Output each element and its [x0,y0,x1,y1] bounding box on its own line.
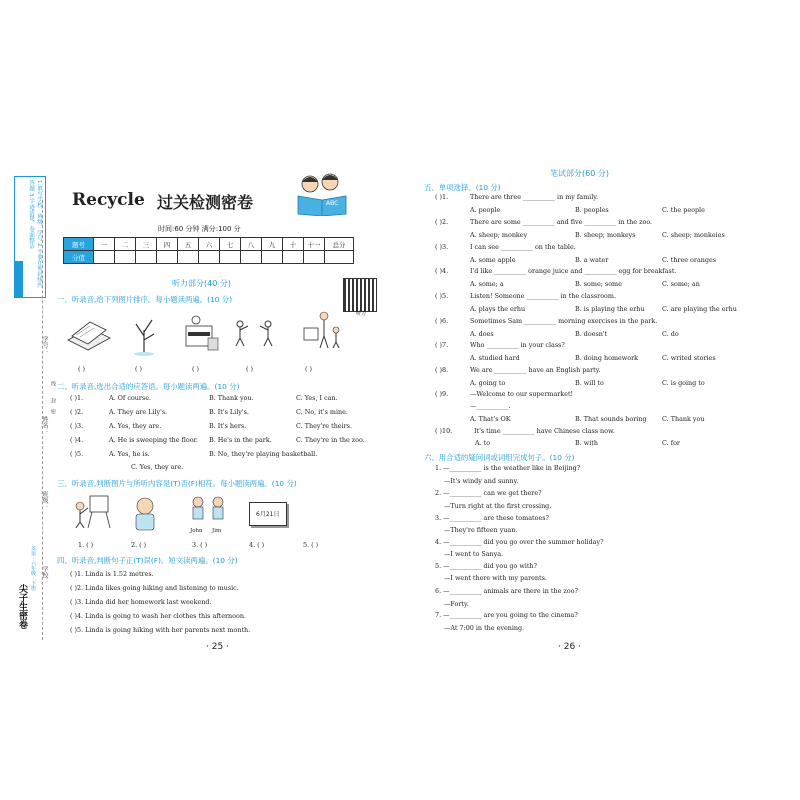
time-info: 时间:60 分钟 满分:100 分 [158,225,241,233]
series-sub: 英语 · 六年级 · 下册 [30,546,36,591]
seal-mark-line: 线 [50,381,56,386]
listening-title: 听力部分(40 分) [172,279,231,288]
score-cell[interactable] [199,251,220,264]
s1-title: 一、听录音,给下列图片排序。每小题读两遍。(10 分) [57,295,233,304]
series-name: 尖子生密卷 [17,584,27,629]
s5-option-b: B. peoples [575,206,609,214]
s5-item-num[interactable]: ( )7. [435,341,449,349]
s3-title: 三、听录音,判断图片与所听内容是(T)否(F)相符。每小题读两遍。(10 分) [57,479,297,488]
s3-answer-4[interactable]: 4. ( ) [249,541,265,549]
s5-option-b: B. That sounds boring [575,415,647,423]
score-table [63,237,354,264]
s2-item-num[interactable]: ( )1. [70,394,84,402]
s2-item-num[interactable]: ( )2. [70,408,84,416]
s5-option-a: A. studied hard [470,354,520,362]
s5-option-c: C. the people [662,206,705,214]
s6-answer: —I went there with my parents. [444,574,547,582]
s5-item-num[interactable]: ( )6. [435,317,449,325]
s1-bracket-4[interactable]: ( ) [246,365,254,373]
banner-text: 1.填写学校、班级、学号 2.不要在密封线内答题 3.字迹清楚，卷面整洁 [28,180,42,288]
s3-answer-5[interactable]: 5. ( ) [303,541,319,549]
s5-option-c: C. some; an [662,280,700,288]
s5-item-stem: I'd like __________ orange juice and __________ egg for breakfast. [470,267,677,275]
score-cell[interactable] [115,251,136,264]
s5-option-c: C. sheep; monkeies [662,231,725,239]
s5-option-b: B. a water [575,256,609,264]
s5-item-num[interactable]: ( )2. [435,218,449,226]
s2-item-option-b: B. No, they're playing basketball. [209,450,318,458]
s3-answer-1[interactable]: 1. ( ) [78,541,94,549]
score-col: 二 [115,238,136,251]
score-col: 四 [157,238,178,251]
score-cell[interactable] [94,251,115,264]
score-col: 九 [262,238,283,251]
tree-picture [130,312,158,360]
s5-item-stem: —Welcome to our supermarket! [470,390,574,398]
s6-question[interactable]: 1. —__________ is the weather like in Beijing? [435,464,581,472]
s5-item-stem: We are __________ have an English party. [470,366,601,374]
s5-option-a: A. to [475,439,491,447]
s2-item-option-a: A. He is sweeping the floor. [109,436,198,444]
shopping-picture [302,310,344,354]
s2-item-option-b: B. It's Lily's. [209,408,249,416]
s2-item-option-a: A. Yes, they are. [109,422,162,430]
s2-item-option-b: B. Thank you. [209,394,254,402]
title-en: Recycle [72,190,145,210]
s2-item-num[interactable]: ( )5. [70,450,84,458]
s5-option-a: A. some apple [470,256,516,264]
s5-item-stem: Who __________ in your class? [470,341,565,349]
date-card-text: 6月21日 [256,511,280,518]
s5-option-a: A. plays the erhu [470,305,526,313]
s5-item-num[interactable]: ( )9. [435,390,449,398]
written-title: 笔试部分(60 分) [550,169,609,178]
s5-option-b: B. sheep; monkeys [575,231,636,239]
s5-item-stem: I can see __________ on the table. [470,243,576,251]
jim-label: Jim [212,528,222,534]
s1-bracket-3[interactable]: ( ) [192,365,200,373]
s5-item-num[interactable]: ( )1. [435,193,449,201]
banner-tab [15,261,23,297]
s2-item-option-c: C. No, it's mine. [296,408,348,416]
qr-label: 听力 [356,311,367,317]
seal-mark-secret: 密 [50,409,56,414]
score-col: 一 [94,238,115,251]
s4-item[interactable]: ( )4. Linda is going to wash her clothes this afternoon. [70,612,247,620]
s5-option-a: A. does [470,330,494,338]
score-col: 八 [241,238,262,251]
s2-item-option-b: B. He's in the park. [209,436,272,444]
score-cell[interactable] [241,251,262,264]
score-cell[interactable] [220,251,241,264]
s2-title: 二、听录音,选出合适的应答语。每小题读两遍。(10 分) [57,382,240,391]
s4-item[interactable]: ( )1. Linda is 1.52 metres. [70,570,154,578]
s2-item-option-b: B. It's hers. [209,422,247,430]
s6-answer: —They're fifteen yuan. [444,526,518,534]
s6-question[interactable]: 3. —__________ are these tomatoes? [435,514,549,522]
score-cell[interactable] [325,251,354,264]
s6-question[interactable]: 4. —__________ did you go over the summer holiday? [435,538,604,546]
score-col: 五 [178,238,199,251]
s5-option-b: B. will to [575,379,604,387]
painting-picture [72,494,112,534]
kids-reading-illustration [290,170,354,216]
s2-item-num[interactable]: ( )4. [70,436,84,444]
score-col: 三 [136,238,157,251]
s5-option-c: C. Thank you [662,415,705,423]
s5-item-num[interactable]: ( )3. [435,243,449,251]
s5-title: 五、单项选择。(10 分) [424,183,501,192]
s2-item-option-c: C. Yes, I can. [296,394,338,402]
john-label: John [190,528,203,534]
score-col: 七 [220,238,241,251]
s5-item-num[interactable]: ( )4. [435,267,449,275]
s5-item-stem: It's time __________ have Chinese class now. [474,427,615,435]
s5-option-b: B. doing homework [575,354,639,362]
name-label: 姓名： [41,416,48,434]
s5-item-stem: There are some __________ and five __________ in the zoo. [470,218,653,226]
s5-option-c: C. writed stories [662,354,716,362]
s6-question[interactable]: 7. —__________ are you going to the cinema? [435,611,578,619]
s5-item-num[interactable]: ( )5. [435,292,449,300]
score-col: 十 [283,238,304,251]
score-col: 六 [199,238,220,251]
qr-code[interactable] [343,278,377,312]
s5-option-a: A. some; a [470,280,504,288]
score-cell[interactable] [178,251,199,264]
s1-bracket-2[interactable]: ( ) [135,365,143,373]
s5-option-b: B. is playing the erhu [575,305,645,313]
seal-mark-seal: 封 [50,398,56,403]
s3-answer-3[interactable]: 3. ( ) [192,541,208,549]
s6-answer: —I went to Sanya. [444,550,504,558]
s5-item-num[interactable]: ( )8. [435,366,449,374]
s5-item-stem: Sometimes Sam __________ morning exercises in the park. [470,317,658,325]
s2-item-option-a: A. Yes, he is. [109,450,150,458]
s5-option-a: A. sheep; monkey [470,231,528,239]
s2-item-extra-option: C. Yes, they are. [131,463,184,471]
s6-answer: —It's windy and sunny. [444,477,519,485]
s5-option-b: B. doesn't [575,330,608,338]
s5-option-a: A. That's OK [470,415,511,423]
s5-option-c: C. are playing the erhu [662,305,737,313]
two-boys-picture [188,494,230,530]
s5-option-b: B. some; some [575,280,622,288]
piano-picture [184,314,220,356]
s5-option-c: C. is going to [662,379,705,387]
binding-gutter [14,176,56,650]
s2-item-option-c: C. They're theirs. [296,422,352,430]
s6-answer: —Turn right at the first crossing. [444,502,552,510]
s4-item[interactable]: ( )2. Linda likes going hiking and listening to music. [70,584,239,592]
page-number-right: · 26 · [558,642,581,652]
score-cell[interactable] [136,251,157,264]
books-picture [66,316,112,356]
score-cell[interactable] [157,251,178,264]
s2-item-option-a: A. They are Lily's. [109,408,168,416]
s2-item-option-c: C. They're in the zoo. [296,436,365,444]
s1-bracket-5[interactable]: ( ) [305,365,313,373]
s6-question[interactable]: 2. —__________ can we get there? [435,489,542,497]
s5-option-a: A. people [470,206,501,214]
s4-title: 四、听录音,判断句子正(T)误(F)。短文读两遍。(10 分) [57,556,238,565]
badminton-picture [232,318,280,352]
s5-option-c: C. do [662,330,679,338]
s5-option-c: C. for [662,439,680,447]
score-col: 十一 [304,238,325,251]
s6-question[interactable]: 6. —__________ animals are there in the zoo? [435,587,578,595]
seal-line [42,200,43,640]
s5-item-stem: There are three __________ in my family. [470,193,599,201]
s4-item[interactable]: ( )5. Linda is going hiking with her parents next month. [70,626,251,634]
s4-item[interactable]: ( )3. Linda did her homework last weekend. [70,598,212,606]
title-cn: 过关检测密卷 [157,193,254,212]
score-table-header-label: 题号 [64,238,94,251]
s2-item-option-a: A. Of course. [109,394,152,402]
s5-option-a: A. going to [470,379,506,387]
boy-picture [132,496,158,536]
score-cell[interactable] [262,251,283,264]
s5-item-stem: Listen! Someone __________ in the classroom. [470,292,616,300]
s5-item-num[interactable]: ( )10. [435,427,453,435]
abc-label: ABC [326,200,339,207]
s6-answer: —Forty. [444,600,469,608]
score-table-score-label: 分值 [64,251,94,264]
score-cell[interactable] [304,251,325,264]
s1-bracket-1[interactable]: ( ) [78,365,86,373]
score-col: 总分 [325,238,354,251]
school-label: 学校： [41,566,48,584]
s6-title: 六、用合适的疑问词或词组完成句子。(10 分) [424,453,575,462]
s2-item-num[interactable]: ( )3. [70,422,84,430]
number-label: 学号： [41,336,48,354]
s6-answer: —At 7:00 in the evening. [444,624,525,632]
s3-answer-2[interactable]: 2. ( ) [131,541,147,549]
s5-item-stem-reply: —__________. [470,402,511,410]
page-number-left: · 25 · [206,642,229,652]
score-cell[interactable] [283,251,304,264]
s6-question[interactable]: 5. —__________ did you go with? [435,562,537,570]
s5-option-c: C. three oranges [662,256,717,264]
s5-option-b: B. with [575,439,598,447]
class-label: 班级： [41,491,48,509]
